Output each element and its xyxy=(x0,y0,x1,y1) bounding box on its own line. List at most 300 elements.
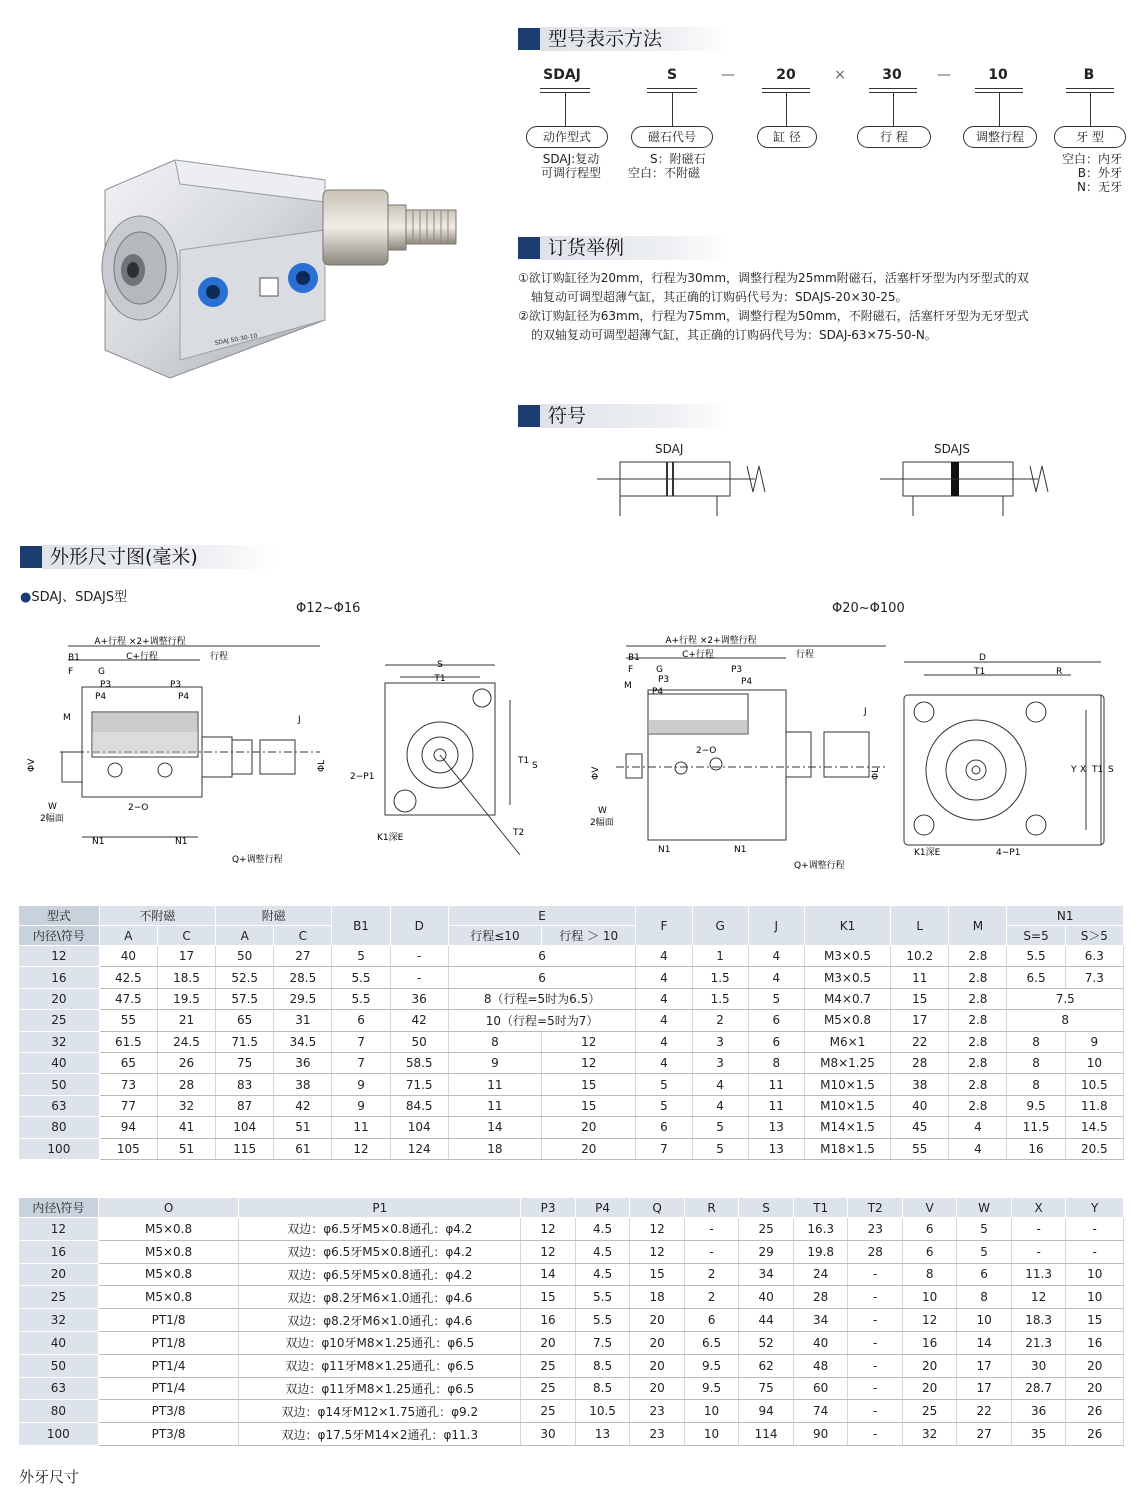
t2-cell: PT1/4 xyxy=(98,1354,239,1377)
t2-cell: 32 xyxy=(902,1423,956,1446)
t2-cell: 29 xyxy=(739,1240,794,1263)
t2-cell: 17 xyxy=(957,1377,1011,1400)
t2-row xyxy=(19,1331,1124,1354)
t1-cell: 87 xyxy=(216,1095,274,1116)
t1-cell: 29.5 xyxy=(274,988,332,1009)
lbl-w-l: W xyxy=(598,806,607,816)
t1-cell: 12 xyxy=(542,1052,636,1073)
t1-cell: 61 xyxy=(274,1138,332,1159)
lbl-stroke: 行程 xyxy=(210,652,229,662)
t1-cell: 26 xyxy=(157,1052,215,1073)
t2-cell: 12 xyxy=(521,1240,575,1263)
t2-cell: 32 xyxy=(19,1309,98,1332)
t1-h-c1: C xyxy=(157,926,215,946)
t1-cell: 5 xyxy=(692,1117,748,1138)
desc-action-line-1: SDAJ:复动 xyxy=(542,152,600,166)
t2-cell: 21.3 xyxy=(1011,1331,1066,1354)
symbol-section-header xyxy=(518,404,728,428)
lbl-m: M xyxy=(63,713,71,723)
t1-cell: 11 xyxy=(748,1095,804,1116)
t2-cell: 62 xyxy=(739,1354,794,1377)
desc-magnet-line-2: 空白：不附磁 xyxy=(628,166,701,180)
lbl-g: G xyxy=(98,667,105,677)
t2-cell: 28 xyxy=(793,1286,848,1309)
t2-cell: 50 xyxy=(19,1354,98,1377)
t2-cell: 40 xyxy=(19,1331,98,1354)
t2-cell: 双边：φ14牙M12×1.75通孔：φ9.2 xyxy=(239,1400,521,1423)
t1-cell: 9 xyxy=(1065,1031,1123,1052)
lbl-d: D xyxy=(979,653,986,663)
t2-cell: 35 xyxy=(1011,1423,1066,1446)
t1-cell: 18 xyxy=(448,1138,541,1159)
t1-cell: 6 xyxy=(448,967,636,988)
drawing-front-small xyxy=(345,655,545,880)
t1-cell: 11.8 xyxy=(1065,1095,1123,1116)
t1-h-g: G xyxy=(692,906,748,946)
t1-cell: 42 xyxy=(274,1095,332,1116)
t1-cell: 11 xyxy=(891,967,949,988)
t1-cell: 20.5 xyxy=(1065,1138,1123,1159)
lbl-o2-l: 2−O xyxy=(696,746,717,756)
t1-cell: 5 xyxy=(636,1074,692,1095)
t2-cell: PT1/8 xyxy=(98,1331,239,1354)
t2-cell: 27 xyxy=(957,1423,1011,1446)
t1-cell: 2.8 xyxy=(949,1052,1007,1073)
t1-cell: 9 xyxy=(332,1095,390,1116)
t1-cell: M18×1.5 xyxy=(804,1138,890,1159)
t2-cell: PT1/8 xyxy=(98,1309,239,1332)
t1-cell: 94 xyxy=(99,1117,157,1138)
t2-cell: 4.5 xyxy=(575,1218,630,1241)
t2-row xyxy=(19,1400,1124,1423)
t2-cell: 40 xyxy=(739,1286,794,1309)
t1-cell: 4 xyxy=(636,1052,692,1073)
t1-cell: 57.5 xyxy=(216,988,274,1009)
t2-cell: 114 xyxy=(739,1423,794,1446)
t2-cell: 17 xyxy=(957,1354,1011,1377)
range-large-label: Φ20~Φ100 xyxy=(832,601,905,616)
t1-cell: 55 xyxy=(891,1138,949,1159)
t2-cell: 8 xyxy=(957,1286,1011,1309)
t1-cell: 15 xyxy=(542,1074,636,1095)
t1-cell: 11.5 xyxy=(1007,1117,1065,1138)
desc-action xyxy=(533,152,609,180)
t1-row xyxy=(19,1010,1124,1031)
t1-cell: 6 xyxy=(636,1117,692,1138)
t2-cell: 5.5 xyxy=(575,1309,630,1332)
t1-cell: 2.8 xyxy=(949,967,1007,988)
t1-cell: 83 xyxy=(216,1074,274,1095)
t1-cell: 4 xyxy=(692,1074,748,1095)
order-example-text xyxy=(518,269,1118,345)
t2-cell: 双边：φ11牙M8×1.25通孔：φ6.5 xyxy=(239,1377,521,1400)
t1-cell: 5 xyxy=(692,1138,748,1159)
t1-row xyxy=(19,967,1124,988)
desc-thread-line-1: 空白：内牙 xyxy=(1061,152,1122,166)
t1-cell: 40 xyxy=(99,946,157,967)
t2-cell: 12 xyxy=(630,1218,684,1241)
lbl-n1: N1 xyxy=(92,837,105,847)
t1-cell: M6×1 xyxy=(804,1031,890,1052)
t1-cell: 42 xyxy=(390,1010,448,1031)
t1-cell: 8 xyxy=(748,1052,804,1073)
t2-cell: 24 xyxy=(793,1263,848,1286)
t2-cell: - xyxy=(1066,1240,1124,1263)
t2-cell: 10 xyxy=(684,1400,739,1423)
t2-row xyxy=(19,1263,1124,1286)
t1-cell: 45 xyxy=(891,1117,949,1138)
lbl-w2: 2幅面 xyxy=(40,814,64,824)
lbl-phi-v-l: ΦV xyxy=(591,766,601,780)
t2-cell: 40 xyxy=(793,1331,848,1354)
t2-cell: 48 xyxy=(793,1354,848,1377)
t2-cell: 23 xyxy=(630,1423,684,1446)
lbl-f: F xyxy=(68,667,74,677)
lbl-p3-lb: P3 xyxy=(731,665,743,675)
lbl-p4-l: P4 xyxy=(652,687,664,697)
t1-cell: 20 xyxy=(542,1117,636,1138)
t2-cell: 80 xyxy=(19,1400,98,1423)
t2-cell: 10 xyxy=(957,1309,1011,1332)
t1-cell: 15 xyxy=(542,1095,636,1116)
label-thread-type: 牙 型 xyxy=(1054,126,1126,148)
drawing-side-small xyxy=(20,632,340,872)
t2-cell: 10 xyxy=(1066,1263,1124,1286)
t1-cell: 2.8 xyxy=(949,1095,1007,1116)
t1-cell: 52.5 xyxy=(216,967,274,988)
symbol-section-title: 符号 xyxy=(540,404,728,428)
dims-section-header xyxy=(20,545,278,569)
t1-cell: 7.3 xyxy=(1065,967,1123,988)
t1-cell: M5×0.8 xyxy=(804,1010,890,1031)
t2-cell: 16 xyxy=(1066,1331,1124,1354)
t2-header-cell: Q xyxy=(630,1198,684,1218)
t1-cell: 8 xyxy=(1007,1031,1065,1052)
t1-cell: 65 xyxy=(99,1052,157,1073)
t1-cell: 4 xyxy=(748,967,804,988)
order-line-3: ②欲订购缸径为63mm，行程为75mm，调整行程为50mm，不附磁石，活塞杆牙型为无牙型式 xyxy=(518,309,1029,323)
lbl-stroke-l: 行程 xyxy=(796,650,815,660)
desc-action-line-2: 可调行程型 xyxy=(540,166,601,180)
t2-cell: PT1/4 xyxy=(98,1377,239,1400)
t2-header-cell: R xyxy=(684,1198,739,1218)
t2-row xyxy=(19,1240,1124,1263)
t1-cell: M10×1.5 xyxy=(804,1074,890,1095)
t2-header-cell: V xyxy=(902,1198,956,1218)
lbl-p3: P3 xyxy=(100,680,112,690)
lbl-c-stroke-l: C+行程 xyxy=(682,650,714,660)
t2-cell: - xyxy=(1066,1218,1124,1241)
t1-h-n1b: S＞5 xyxy=(1065,926,1123,946)
t1-cell: 65 xyxy=(216,1010,274,1031)
t2-cell: 20 xyxy=(902,1377,956,1400)
spec-table-2 xyxy=(19,1198,1124,1446)
t1-cell: 2.8 xyxy=(949,988,1007,1009)
t2-cell: 5 xyxy=(957,1218,1011,1241)
t2-header-cell: O xyxy=(98,1198,239,1218)
t1-cell: 104 xyxy=(390,1117,448,1138)
t2-cell: 双边：φ6.5牙M5×0.8通孔：φ4.2 xyxy=(239,1263,521,1286)
t1-cell: - xyxy=(390,946,448,967)
t1-cell: 17 xyxy=(891,1010,949,1031)
lbl-s-side: S xyxy=(532,761,538,771)
t1-cell: 28 xyxy=(891,1052,949,1073)
t1-cell: 9.5 xyxy=(1007,1095,1065,1116)
t2-cell: 20 xyxy=(630,1377,684,1400)
t1-h-e: E xyxy=(448,906,636,926)
code-bore: 20 xyxy=(776,67,796,83)
t2-cell: 10 xyxy=(684,1423,739,1446)
t1-cell: 16 xyxy=(19,967,99,988)
t2-cell: 11.3 xyxy=(1011,1263,1066,1286)
lbl-t1-ls: T1 xyxy=(1092,765,1104,775)
t1-cell: 77 xyxy=(99,1095,157,1116)
t1-cell: 4 xyxy=(636,988,692,1009)
t1-cell: 11 xyxy=(748,1074,804,1095)
t1-cell: 38 xyxy=(891,1074,949,1095)
t1-cell: 12 xyxy=(542,1031,636,1052)
t1-h-mag: 附磁 xyxy=(216,906,332,926)
t1-cell: 28.5 xyxy=(274,967,332,988)
lbl-n1-l: N1 xyxy=(658,845,671,855)
t2-cell: 14 xyxy=(957,1331,1011,1354)
t1-cell: 4 xyxy=(636,967,692,988)
t2-cell: 25 xyxy=(521,1354,575,1377)
lbl-j-l: J xyxy=(864,707,867,717)
t2-cell: 20 xyxy=(630,1331,684,1354)
t1-cell: 17 xyxy=(157,946,215,967)
t2-cell: 20 xyxy=(630,1354,684,1377)
t2-cell: 100 xyxy=(19,1423,98,1446)
t1-cell: 5 xyxy=(636,1095,692,1116)
t1-cell: 40 xyxy=(891,1095,949,1116)
lbl-p4-b: P4 xyxy=(178,692,190,702)
t2-cell: 60 xyxy=(793,1377,848,1400)
t2-cell: 6 xyxy=(684,1309,739,1332)
t1-cell: 4 xyxy=(949,1117,1007,1138)
t2-cell: 14 xyxy=(521,1263,575,1286)
t1-cell: 6.3 xyxy=(1065,946,1123,967)
t2-cell: PT3/8 xyxy=(98,1400,239,1423)
lbl-o2: 2−O xyxy=(128,803,149,813)
t2-cell: 5.5 xyxy=(575,1286,630,1309)
t1-cell: 47.5 xyxy=(99,988,157,1009)
t2-cell: 90 xyxy=(793,1423,848,1446)
t1-row xyxy=(19,1074,1124,1095)
t2-cell: - xyxy=(848,1331,902,1354)
t2-cell: - xyxy=(848,1400,902,1423)
t1-cell: 6 xyxy=(332,1010,390,1031)
t1-h-bore: 内径\符号 xyxy=(19,926,99,946)
spec-table-1 xyxy=(19,906,1124,1160)
t1-cell: 41 xyxy=(157,1117,215,1138)
t1-row xyxy=(19,1095,1124,1116)
t1-cell: 5.5 xyxy=(332,988,390,1009)
t1-cell: 15 xyxy=(891,988,949,1009)
t1-cell: 2.8 xyxy=(949,946,1007,967)
lbl-a-total: A+行程 ×2+调整行程 xyxy=(94,637,186,647)
order-section-title: 订货举例 xyxy=(540,236,728,260)
footer-label: 外牙尺寸 xyxy=(19,1468,80,1486)
t1-cell: 61.5 xyxy=(99,1031,157,1052)
t2-cell: 7.5 xyxy=(575,1331,630,1354)
t2-header-cell: S xyxy=(739,1198,794,1218)
t2-cell: 20 xyxy=(902,1354,956,1377)
t1-cell: 84.5 xyxy=(390,1095,448,1116)
t1-cell: 6 xyxy=(748,1010,804,1031)
t1-cell: 50 xyxy=(216,946,274,967)
lbl-f-l: F xyxy=(628,665,634,675)
t2-cell: 23 xyxy=(848,1218,902,1241)
t1-cell: 14.5 xyxy=(1065,1117,1123,1138)
t1-cell: 63 xyxy=(19,1095,99,1116)
t2-cell: 25 xyxy=(19,1286,98,1309)
t2-cell: 44 xyxy=(739,1309,794,1332)
t1-cell: 19.5 xyxy=(157,988,215,1009)
t2-cell: 6.5 xyxy=(684,1331,739,1354)
t1-cell: 2.8 xyxy=(949,1010,1007,1031)
t1-cell: 20 xyxy=(542,1138,636,1159)
t1-row xyxy=(19,1138,1124,1159)
t1-h-e2: 行程 ＞ 10 xyxy=(542,926,636,946)
t2-cell: 25 xyxy=(521,1377,575,1400)
t2-cell: 双边：φ6.5牙M5×0.8通孔：φ4.2 xyxy=(239,1240,521,1263)
t1-cell: 28 xyxy=(157,1074,215,1095)
t1-cell: 58.5 xyxy=(390,1052,448,1073)
t2-cell: 双边：φ8.2牙M6×1.0通孔：φ4.6 xyxy=(239,1286,521,1309)
t2-cell: 18 xyxy=(630,1286,684,1309)
t2-cell: - xyxy=(848,1354,902,1377)
t2-cell: 双边：φ11牙M8×1.25通孔：φ6.5 xyxy=(239,1354,521,1377)
lbl-y: Y xyxy=(1071,765,1077,775)
t2-cell: - xyxy=(848,1423,902,1446)
t2-cell: 2 xyxy=(684,1286,739,1309)
t2-cell: - xyxy=(848,1286,902,1309)
t2-header-cell: W xyxy=(957,1198,1011,1218)
t2-row xyxy=(19,1218,1124,1241)
t1-cell: 22 xyxy=(891,1031,949,1052)
range-small-label: Φ12~Φ16 xyxy=(296,601,361,616)
t1-h-a2: A xyxy=(216,926,274,946)
product-label: SDAJ 50-30-10 xyxy=(214,332,259,347)
lbl-phi-v: ΦV xyxy=(27,758,37,772)
t1-cell: 24.5 xyxy=(157,1031,215,1052)
t2-cell: M5×0.8 xyxy=(98,1240,239,1263)
label-action-type: 动作型式 xyxy=(526,126,608,148)
desc-magnet-line-1: S：附磁石 xyxy=(650,152,706,166)
lbl-a-total-l: A+行程 ×2+调整行程 xyxy=(665,636,757,646)
t2-cell: 15 xyxy=(521,1286,575,1309)
t1-cell: 11 xyxy=(448,1095,541,1116)
t1-cell: 11 xyxy=(332,1117,390,1138)
lbl-phi-l: ΦL xyxy=(317,759,327,772)
t2-cell: 12 xyxy=(630,1240,684,1263)
t1-h-n1a: S=5 xyxy=(1007,926,1065,946)
code-sdaj: SDAJ xyxy=(543,67,581,83)
t1-h-l: L xyxy=(891,906,949,946)
lbl-n1-lb: N1 xyxy=(734,845,747,855)
t1-row xyxy=(19,1031,1124,1052)
desc-magnet xyxy=(628,152,706,180)
t2-header-cell: X xyxy=(1011,1198,1066,1218)
t2-cell: 9.5 xyxy=(684,1377,739,1400)
t1-cell: 3 xyxy=(692,1052,748,1073)
order-section-header xyxy=(518,236,728,260)
t2-cell: 10 xyxy=(1066,1286,1124,1309)
t2-row xyxy=(19,1286,1124,1309)
t1-cell: 13 xyxy=(748,1138,804,1159)
t2-cell: 20 xyxy=(19,1263,98,1286)
t2-header-cell: 内径\符号 xyxy=(19,1198,98,1218)
lbl-p1-2: 2−P1 xyxy=(350,772,375,782)
t1-cell: - xyxy=(390,967,448,988)
t1-cell: 8 xyxy=(1007,1052,1065,1073)
t2-cell: 12 xyxy=(521,1218,575,1241)
t2-cell: M5×0.8 xyxy=(98,1218,239,1241)
t2-cell: 20 xyxy=(521,1331,575,1354)
label-stroke: 行 程 xyxy=(857,126,931,148)
t1-h-d: D xyxy=(390,906,448,946)
t1-cell: 4 xyxy=(636,1010,692,1031)
lbl-w: W xyxy=(48,802,57,812)
t1-cell: 80 xyxy=(19,1117,99,1138)
t2-cell: 20 xyxy=(1066,1354,1124,1377)
lbl-p3-l: P3 xyxy=(658,675,670,685)
t1-cell: 4 xyxy=(949,1138,1007,1159)
t2-cell: 94 xyxy=(739,1400,794,1423)
lbl-c-stroke: C+行程 xyxy=(126,652,158,662)
desc-thread-line-3: N：无牙 xyxy=(1077,180,1122,194)
t2-cell: 10 xyxy=(902,1286,956,1309)
t1-h-k1: K1 xyxy=(804,906,890,946)
t2-cell: - xyxy=(1011,1240,1066,1263)
lbl-b1: B1 xyxy=(68,653,80,663)
t1-cell: 34.5 xyxy=(274,1031,332,1052)
t1-cell: 18.5 xyxy=(157,967,215,988)
code-magnet: S xyxy=(666,67,678,83)
t2-cell: 20 xyxy=(1066,1377,1124,1400)
t2-cell: - xyxy=(848,1377,902,1400)
desc-thread-line-2: B：外牙 xyxy=(1077,166,1122,180)
t2-cell: 5 xyxy=(957,1240,1011,1263)
t1-cell: 4 xyxy=(692,1095,748,1116)
t1-cell: 12 xyxy=(332,1138,390,1159)
t2-header-cell: Y xyxy=(1066,1198,1124,1218)
t2-cell: 12 xyxy=(19,1218,98,1241)
t1-cell: 40 xyxy=(19,1052,99,1073)
lbl-b1-l: B1 xyxy=(628,653,640,663)
lbl-t1-side: T1 xyxy=(518,756,530,766)
t1-cell: 2 xyxy=(692,1010,748,1031)
t1-cell: 51 xyxy=(274,1117,332,1138)
code-stroke: 30 xyxy=(882,67,902,83)
t1-cell: 5 xyxy=(332,946,390,967)
t2-cell: 16 xyxy=(521,1309,575,1332)
t1-cell: 55 xyxy=(99,1010,157,1031)
lbl-n1-b: N1 xyxy=(175,837,188,847)
t1-cell: 31 xyxy=(274,1010,332,1031)
t1-row xyxy=(19,1052,1124,1073)
t1-cell: 7.5 xyxy=(1007,988,1124,1009)
t1-cell: 75 xyxy=(216,1052,274,1073)
t1-cell: 71.5 xyxy=(390,1074,448,1095)
t1-cell: 2.8 xyxy=(949,1074,1007,1095)
t1-row xyxy=(19,988,1124,1009)
drawing-front-large xyxy=(896,650,1126,865)
t2-cell: 4.5 xyxy=(575,1240,630,1263)
t1-cell: M3×0.5 xyxy=(804,967,890,988)
t1-cell: 51 xyxy=(157,1138,215,1159)
